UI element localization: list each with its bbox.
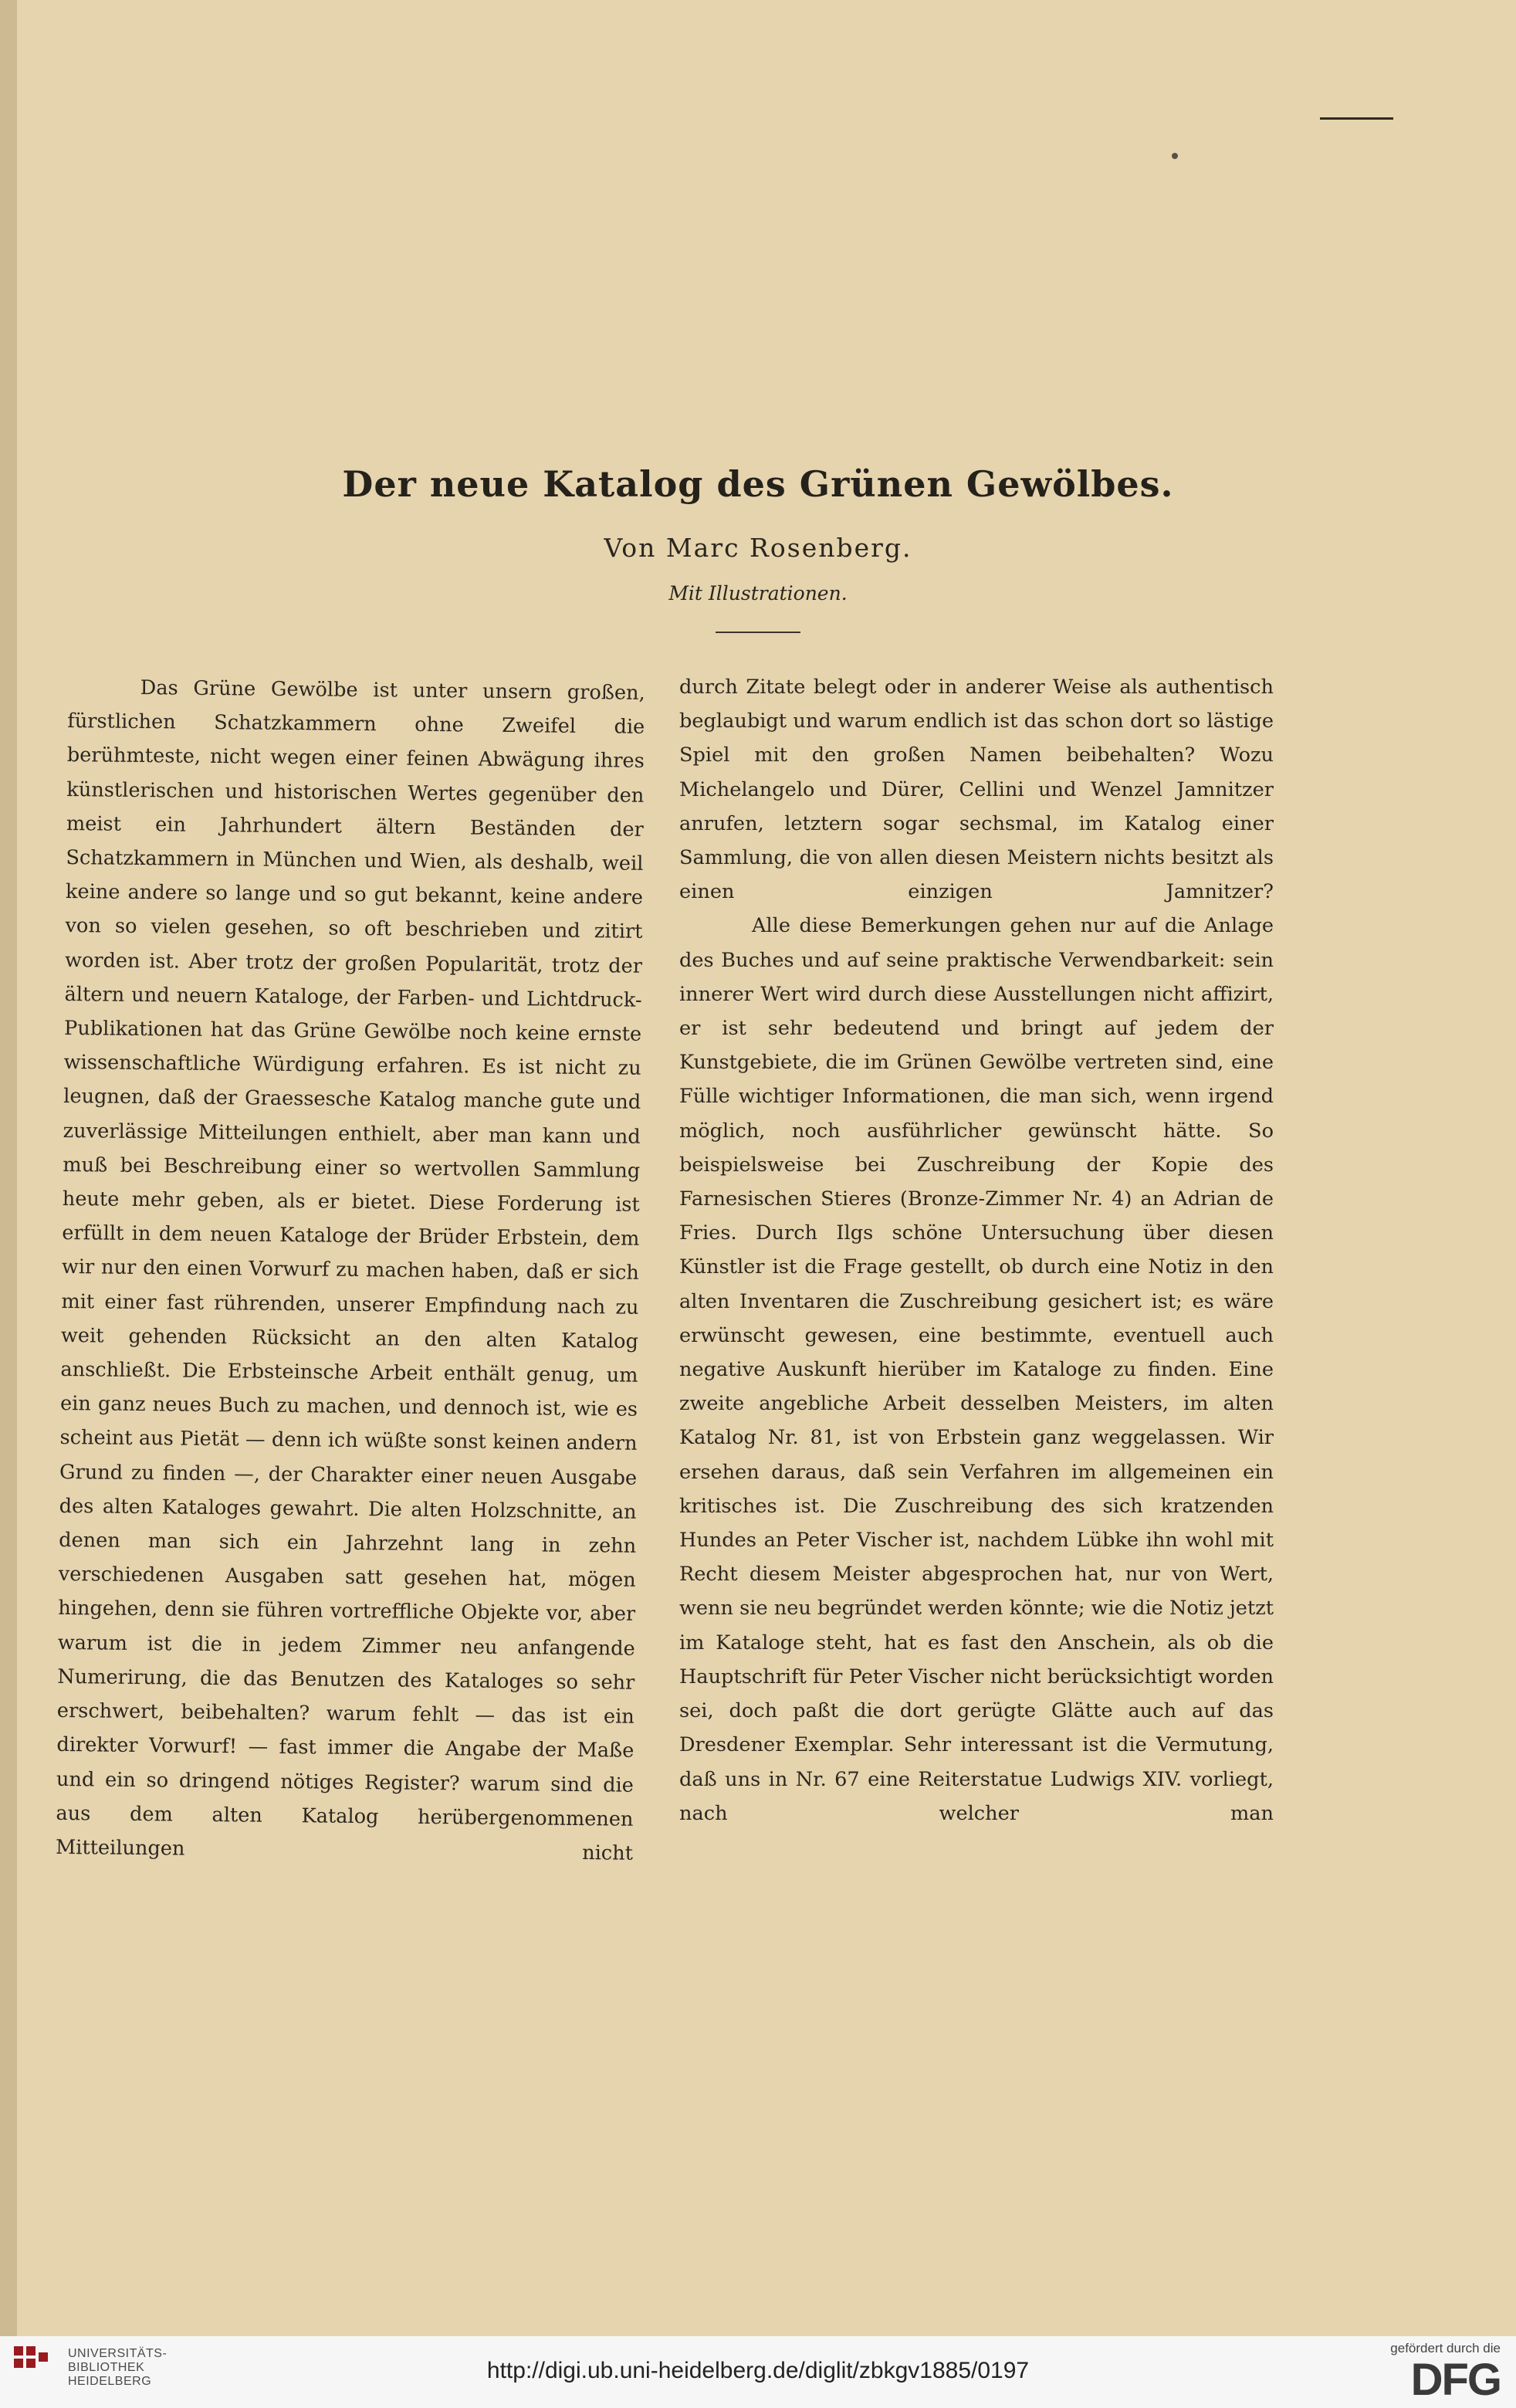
funding-label: gefördert durch die bbox=[1390, 2341, 1501, 2356]
library-line: BIBLIOTHEK bbox=[68, 2361, 145, 2374]
article-title: Der neue Katalog des Grünen Gewölbes. bbox=[342, 463, 1174, 505]
article-subtitle: Mit Illustrationen. bbox=[668, 582, 848, 605]
paragraph: Das Grüne Gewölbe ist unter unsern großen, fürstlichen Schatzkammern ohne Zweifel die berühmteste, nicht wegen einer feinen Abwägung ihres künstlerischen und historischen Wertes gegenüber den meist ein Jahrhundert ältern Beständen der Schatzkammern in München und Wien, als deshalb, weil keine andere so lange und so gut bekannt, keine andere von so vielen gesehen, so oft beschrieben und zitirt worden ist. Aber trotz der großen Popularität, trotz der ältern und neuern Kataloge, der Farben- und Lichtdruck-Publikationen hat das Grüne Gewölbe noch keine ernste wissenschaftliche Würdigung erfahren. Es ist nicht zu leugnen, daß der Graessesche Katalog manche gute und zuverlässige Mitteilungen enthielt, aber man kann und muß bei Beschreibung einer so wertvollen Sammlung heute mehr geben, als er bietet. Diese Forderung ist erfüllt in dem neuen Kataloge der Brüder Erbstein, dem wir nur den einen Vorwurf zu machen haben, daß er sich mit einer fast rührenden, unserer Empfindung nach zu weit gehenden Rücksicht an den alten Katalog anschließt. Die Erbsteinsche Arbeit enthält genug, um ein ganz neues Buch zu machen, und dennoch ist, wie es scheint aus Pietät — denn ich wüßte sonst keinen andern Grund zu finden —, der Charakter einer neuen Ausgabe des alten Kataloges gewahrt. Die alten Holzschnitte, an denen man sich ein Jahrzehnt lang in zehn verschiedenen Ausgaben satt gesehen hat, mögen hingehen, denn sie führen vortreffliche Objekte vor, aber warum ist die in jedem Zimmer neu anfangende Numerirung, die das Benutzen des Kataloges so sehr erschwert, beibehalten? warum fehlt — das ist ein direkter Vorwurf! — fast immer die Angabe der Maße und ein so dringend nötiges Register? warum sind die aus dem alten Katalog herübergenommenen Mitteilungen nicht bbox=[55, 676, 645, 1865]
paper-speck bbox=[1172, 153, 1178, 159]
library-line: UNIVERSITÄTS- bbox=[68, 2347, 168, 2360]
dfg-logo: DFG bbox=[1410, 2355, 1501, 2405]
left-column bbox=[53, 670, 645, 2089]
paragraph: Alle diese Bemerkungen gehen nur auf die Anlage des Buches und auf seine praktische Verwendbarkeit: sein innerer Wert wird durch diese Ausstellungen nicht affizirt, er ist sehr bedeutend und bringt auf jedem der Kunstgebiete, die im Grünen Gewölbe vertreten sind, eine Fülle wichtiger Informationen, die man sich, wenn irgend möglich, noch ausführlicher gewünscht hätte. So beispielsweise bei Zuschreibung der Kopie des Farnesischen Stieres (Bronze-Zimmer Nr. 4) an Adrian de Fries. Durch Ilgs schöne Untersuchung über diesen Künstler ist die Frage gestellt, ob durch eine Notiz in den alten Inventaren die Zuschreibung gesichert ist; es wäre erwünscht gewesen, eine bestimmte, eventuell auch negative Auskunft hierüber im Kataloge zu finden. Eine zweite angebliche Arbeit desselben Meisters, im alten Katalog Nr. 81, ist von Erbstein ganz weggelassen. Wir ersehen daraus, daß sein Verfahren im allgemeinen ein kritisches ist. Die Zuschreibung des sich kratzenden Hundes an Peter Vischer ist, nachdem Lübke ihn wohl mit Recht diesem Meister abgesprochen hat, nur von Wert, wenn sie neu begründet werden könnte; wie die Notiz jetzt im Kataloge steht, hat es fast den Anschein, als ob die Hauptschrift für Peter Vischer nicht berücksichtigt worden sei, doch paßt die dort gerügte Glätte auch auf das Dresdener Exemplar. Sehr interessant ist die Vermutung, daß uns in Nr. 67 eine Reiterstatue Ludwigs XIV. vorliegt, nach welcher man bbox=[679, 914, 1274, 1825]
paragraph: durch Zitate belegt oder in anderer Weise als authentisch beglaubigt und warum endlich ist das schon dort so lästige Spiel mit den großen Namen beibehalten? Wozu Michelangelo und Dürer, Cellini und Wenzel Jamnitzer anrufen, letztern sogar sechsmal, im Katalog einer Sammlung, die von allen diesen Meistern nichts besitzt als einen einzigen Jamnitzer? bbox=[679, 676, 1274, 904]
library-line: HEIDELBERG bbox=[68, 2375, 152, 2388]
source-url[interactable]: http://digi.ub.uni-heidelberg.de/diglit/zbkgv1885/0197 bbox=[486, 2358, 1030, 2383]
right-column bbox=[679, 670, 1274, 2083]
article-byline: Von Marc Rosenberg. bbox=[604, 533, 912, 563]
title-rule bbox=[716, 632, 800, 633]
header-rule bbox=[1320, 117, 1393, 120]
